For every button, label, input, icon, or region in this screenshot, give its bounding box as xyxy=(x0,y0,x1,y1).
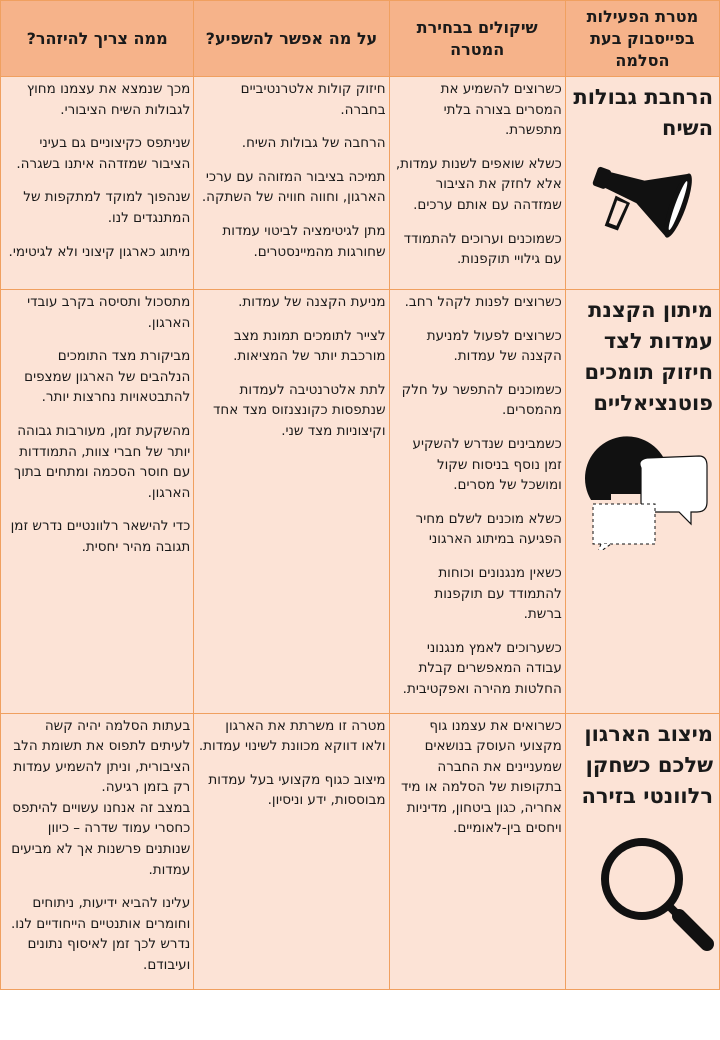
list-item: כשרואים את עצמנו גוף מקצועי העוסק בנושאים שמעניינים את החברה בתקופות של הסלמה או מיד אחריה, כגון ביטחון, מדיניות ויחסים בין-לאומיים. xyxy=(400,717,562,837)
header-goal: מטרת הפעילות בפייסבוק בעת הסלמה xyxy=(565,1,719,77)
list-item: כשערוכים לאמץ מנגנוני עבודה המאפשרים קבלת החלטות מהירה ואפקטיבית. xyxy=(402,639,562,697)
list-item: הרחבה של גבולות השיח. xyxy=(241,135,386,152)
header-considerations: שיקולים בבחירת המטרה xyxy=(389,1,565,77)
goal-cell xyxy=(565,290,719,714)
list-item: מהשקעת זמן, מעורבות גבוהה יותר של חברי צוות, התמודדות עם חוסר הסכמה ומתחים בתוך הארגון. xyxy=(14,422,191,501)
goal-cell xyxy=(565,713,719,989)
list-item: כדי להישאר רלוונטיים נדרש זמן תגובה מהיר יחסית. xyxy=(10,518,191,555)
list-item: כשמבינים שנדרש להשקיע זמן נוסף בניסוח שקול ומושכל של מסרים. xyxy=(412,435,562,494)
caution-cell xyxy=(1,77,194,290)
header-caution: ממה צריך להיזהר? xyxy=(1,1,194,77)
list-item: כשמוכנים וערוכים להתמודד עם גילויי תוקפנות. xyxy=(403,230,562,268)
influence-cell xyxy=(194,77,389,290)
list-item: כשאין מנגנונים וכוחות להתמודד עם תוקפנות ברשת. xyxy=(434,564,562,623)
table-row xyxy=(1,77,720,290)
table-row xyxy=(1,290,720,714)
list-item: מניעת הקצנה של עמדות. xyxy=(238,294,386,310)
table-row xyxy=(1,713,720,989)
list-item: מביקורת מצד התומכים הנלהבים של הארגון שמצפים להתבטאויות נחרצות יותר. xyxy=(24,348,191,406)
list-item: כשרוצים לפעול למניעת הקצנה של עמדות. xyxy=(426,327,562,365)
list-item: מיצוב כגוף מקצועי בעל עמדות מבוססות, ידע וניסיון. xyxy=(208,771,386,809)
magnifying-glass-icon xyxy=(597,834,717,963)
influence-cell xyxy=(194,713,389,989)
list-item: בעתות הסלמה יהיה קשה לעיתים לתפוס את תשומת הלב הציבורית, וניתן להשמיע עמדות רק בזמן רגיעה. xyxy=(13,717,191,796)
list-item: מכך שנמצא את עצמנו מחוץ לגבולות השיח הציבורי. xyxy=(26,81,191,118)
speech-bubbles-icon xyxy=(579,420,709,559)
considerations-cell xyxy=(389,77,565,290)
header-row xyxy=(1,1,720,77)
list-item: כשלא שואפים לשנות עמדות, אלא לחזק את הציבור שמזדהה עם אותם ערכים. xyxy=(395,155,562,213)
list-item: עלינו להביא ידיעות, ניתוחים וחומרים אותנטיים הייחודיים לנו. נדרש לכך זמן לאיסוף נתונים ועיבודם. xyxy=(10,895,191,974)
list-item: לתת אלטרנטיבה לעמדות שנתפסות כקונצנזוס מצד אחד וקיצוניות מצד שני. xyxy=(213,381,386,439)
list-item: חיזוק קולות אלטרנטיביים בחברה. xyxy=(240,81,386,118)
caution-cell xyxy=(1,713,194,989)
goal-title: מיתון הקצנת עמדות לצד חיזוק תומכים פוטנציאליים xyxy=(584,298,713,415)
list-item: כשמוכנים להתפשר על חלק מהמסרים. xyxy=(401,381,562,419)
list-item: מתן לגיטימציה לביטוי עמדות שחורגות מהמיינסטרים. xyxy=(222,222,386,260)
megaphone-icon xyxy=(587,150,693,251)
goal-cell xyxy=(565,77,719,290)
list-item: כשרוצים לפנות לקהל רחב. xyxy=(404,294,562,310)
list-item: תמיכה בציבור המזוהה עם ערכי הארגון, וחווה חוויה של השתקה. xyxy=(201,168,386,206)
list-item: כשרוצים להשמיע את המסרים בצורה בלתי מתפשרת. xyxy=(440,81,562,139)
caution-cell xyxy=(1,290,194,714)
list-item: שנהפוך למוקד למתקפות של המתנגדים לנו. xyxy=(23,189,191,226)
list-item: מטרה זו משרתת את הארגון ולאו דווקא מכוונת לשינוי עמדות. xyxy=(198,717,386,755)
goal-title: מיצוב הארגון שלכם כשחקן רלוונטי בזירה xyxy=(581,721,713,808)
influence-cell xyxy=(194,290,389,714)
list-item: כשלא מוכנים לשלם מחיר הפגיעה במיתוג הארגוני xyxy=(415,510,562,548)
list-item: לצייר לתומכים תמונת מצב מורכבת יותר של המציאות. xyxy=(233,327,386,365)
considerations-cell xyxy=(389,290,565,714)
goal-title: הרחבת גבולות השיח xyxy=(573,85,713,140)
list-item: מתסכול ותסיסה בקרב עובדי הארגון. xyxy=(27,294,191,331)
list-item: מיתוג כארגון קיצוני ולא לגיטימי. xyxy=(8,243,191,260)
considerations-cell xyxy=(389,713,565,989)
list-item: שניתפס כקיצוניים גם בעיני הציבור שמזדהה איתנו בשגרה. xyxy=(16,135,191,172)
list-item: במצב זה אנחנו עשויים להיתפס כחסרי עמוד שדרה – כיוון שנותנים פרשנות אך לא מביעים עמדות. xyxy=(11,799,191,878)
header-influence: על מה אפשר להשפיע? xyxy=(194,1,389,77)
